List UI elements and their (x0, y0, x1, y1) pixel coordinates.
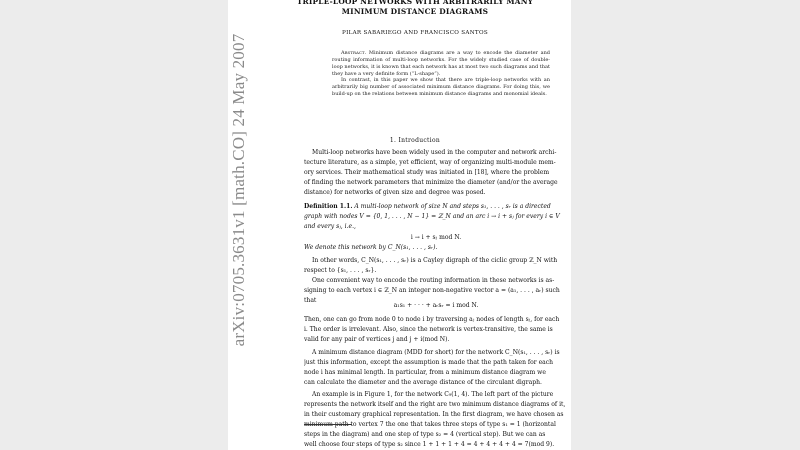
body-line: Multi-loop networks have been widely used in the computer and network archi- (312, 149, 557, 156)
body-line: An example is in Figure 1, for the network C₉(1, 4). The left part of the picture (312, 391, 554, 398)
body-line: A minimum distance diagram (MDD for short) for the network C_N(s₁, . . . , sᵣ) is (312, 349, 560, 356)
body-line: steps in the diagram) and one step of type s₂ = 4 (vertical step). But we can as (304, 431, 546, 438)
formula-2: a₁s₁ + · · · + aᵣsᵣ = i mod N. (393, 302, 479, 309)
definition-line: We denote this network by C_N(s₁, . . . , sᵣ). (304, 244, 438, 251)
body-line: valid for any pair of vertices j and j + i(mod N). (304, 336, 450, 343)
arxiv-identifier: arXiv:0705.3631v1 [math.CO] 24 May 2007 (229, 33, 248, 347)
title-line: MINIMUM DISTANCE DIAGRAMS (341, 7, 489, 16)
definition-line: graph with nodes V = {0, 1, . . . , N − 1} = ℤ_N and an arc i → i + sⱼ for every i ∈ V (304, 213, 560, 220)
abstract-paragraph-2: In contrast, in this paper we show that there are triple-loop networks with an arbitrarily big number of associated minimum distance diagrams. For doing this, we build-up on the relations between minimum distance diagrams and monomial ideals. (332, 77, 550, 98)
formula-1: i → i + sⱼ mod N. (410, 234, 462, 241)
body-line: respect to {s₁, . . . , sᵣ}. (304, 267, 377, 274)
body-line: In other words, C_N(s₁, . . . , sᵣ) is a Cayley digraph of the ciclic group ℤ_N with (312, 257, 558, 264)
abstract-label: Abstract. (341, 50, 367, 56)
definition-line: and every sⱼ, i.e., (304, 223, 356, 230)
definition-line (304, 202, 568, 212)
body-line: distance) for networks of given size and degree was posed. (304, 189, 486, 196)
body-line: well choose four steps of type s₂ since 1 + 1 + 1 + 4 = 4 + 4 + 4 + 4 = 7(mod 9). (304, 441, 555, 448)
abstract-paragraph-1: Minimum distance diagrams are a way to encode the diameter and routing information of multi-loop networks. For the widely studied case of double-loop networks, it is known that each network has at most two such diagrams and that they have a very definite form (“L-shape”). (332, 50, 551, 77)
paper-title (250, 0, 580, 17)
arxiv-stamp (228, 0, 250, 347)
body-line: can calculate the diameter and the average distance of the circulant digraph. (304, 379, 542, 386)
body-line: represents the network itself and the right are two minimum distance diagrams of it, (304, 401, 566, 408)
body-line: i. The order is irrelevant. Also, since the network is vertex-transitive, the same is (304, 326, 553, 333)
body-line: node i has minimal length. In particular, from a minimum distance diagram we (304, 369, 546, 376)
body-line: minimum path to vertex 7 the one that takes three steps of type s₁ = 1 (horizontal (304, 421, 556, 428)
body-line: signing to each vertex i ∈ ℤ_N an integer non-negative vector a = (a₁, . . . , aᵣ) such (304, 287, 560, 294)
paper-authors: PILAR SABARIEGO AND FRANCISCO SANTOS (342, 30, 488, 36)
body-line: just this information, except the assumption is made that the path taken for each (304, 359, 554, 366)
body-line: Then, one can go from node 0 to node i by traversing aⱼ nodes of length sⱼ, for each (304, 316, 560, 323)
body-line: in their customary graphical representation. In the first diagram, we have chosen as (304, 411, 564, 418)
body-line: ory services. Their mathematical study was initiated in [18], where the problem (304, 169, 550, 176)
body-line: One convenient way to encode the routing information in these networks is as- (312, 277, 555, 284)
title-line: TRIPLE-LOOP NETWORKS WITH ARBITRARILY MANY (296, 0, 534, 6)
section-heading: 1. Introduction (389, 137, 441, 144)
definition-text: A multi-loop network of size N and steps s₁, . . . , sᵣ is a directed (354, 203, 551, 210)
footnote-rule (304, 424, 352, 425)
body-line: that (304, 297, 317, 304)
definition-label: Definition 1.1. (304, 203, 353, 210)
body-line: of finding the network parameters that minimize the diameter (and/or the average (304, 179, 558, 186)
body-line: tecture literature, as a simple, yet efficient, way of organizing multi-module mem- (304, 159, 556, 166)
abstract (332, 50, 550, 98)
